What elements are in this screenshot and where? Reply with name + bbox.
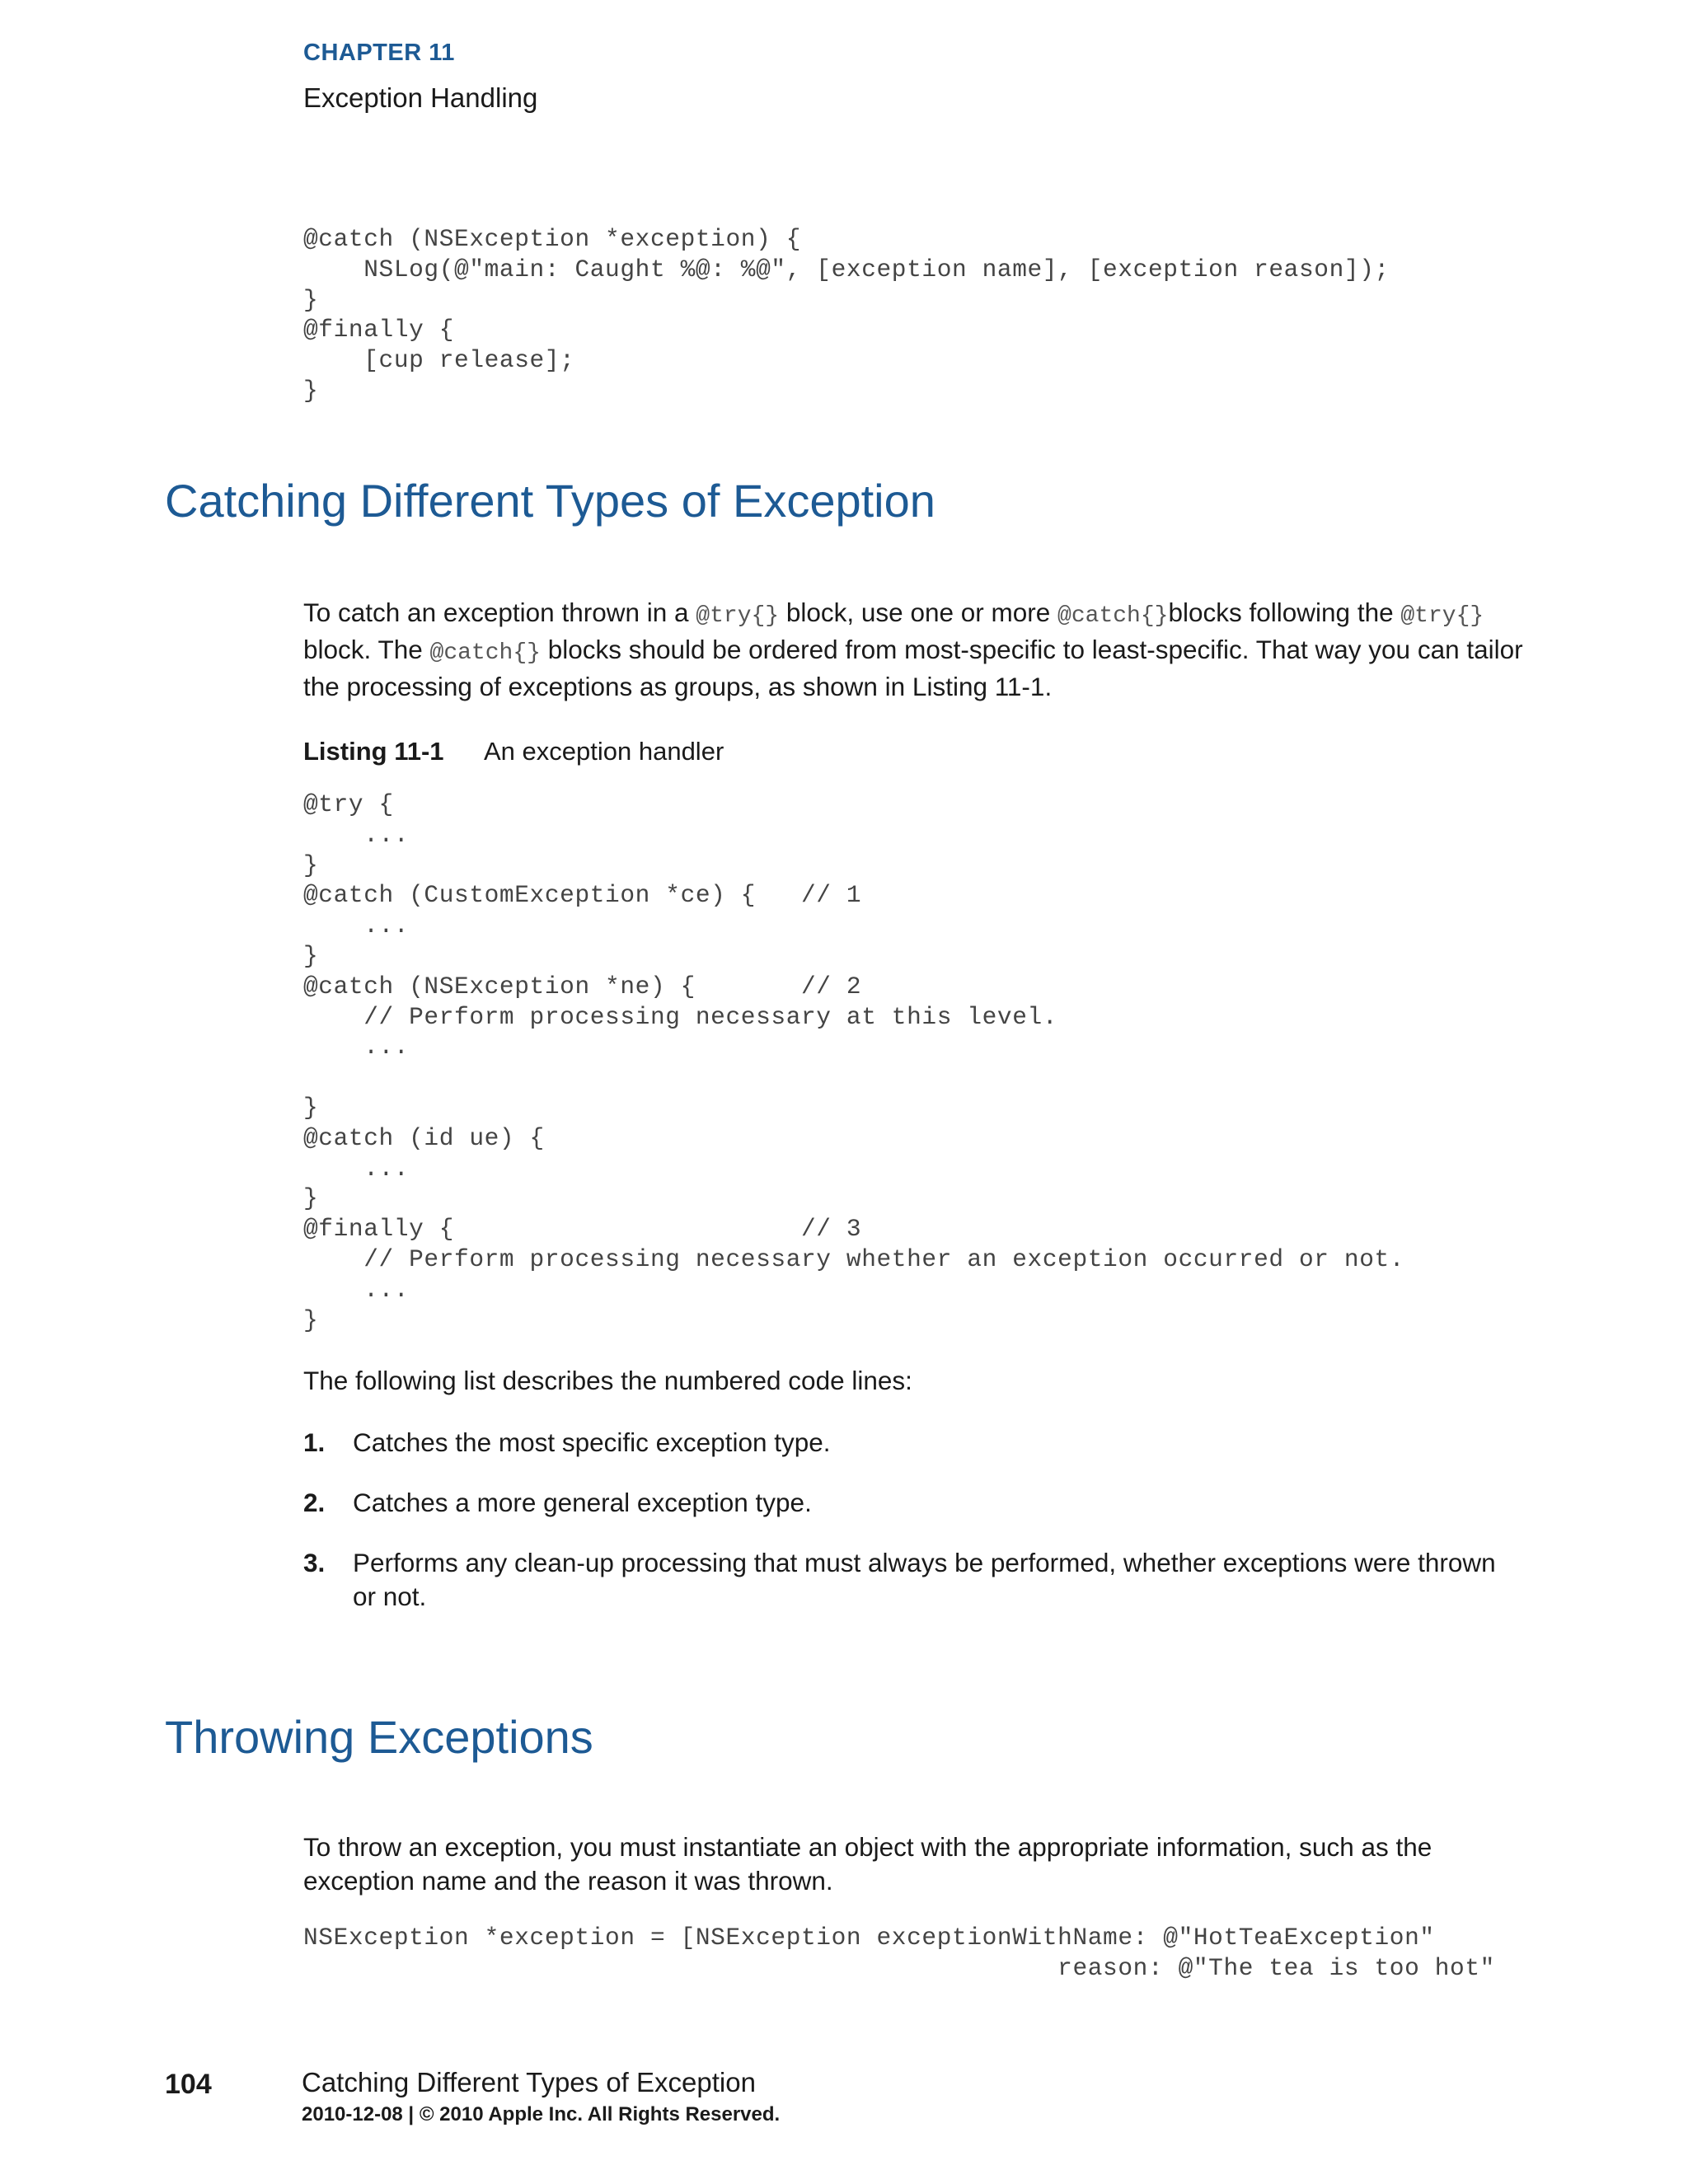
code-line: @catch (NSException *ne) { // 2 <box>303 972 862 1001</box>
code-line: reason: @"The tea is too hot" <box>303 1953 1495 1982</box>
item-text: Catches the most specific exception type. <box>353 1427 831 1457</box>
listing-caption <box>303 737 724 766</box>
code-line: @catch (id ue) { <box>303 1123 545 1152</box>
code-line: NSException *exception = [NSException exceptionWithName: @"HotTeaException" <box>303 1924 1435 1952</box>
code-line: ... <box>303 1275 410 1304</box>
code-line: ... <box>303 1154 410 1183</box>
list-item <box>303 1546 1523 1614</box>
code-line: } <box>303 1305 319 1334</box>
code-line: ... <box>303 1033 410 1062</box>
item-text: Performs any clean-up processing that must always be performed, whether exceptions were thrown or not. <box>353 1548 1496 1611</box>
numbered-list <box>303 1426 1523 1640</box>
section-heading-throwing: Throwing Exceptions <box>165 1711 593 1763</box>
inline-code: @try{} <box>1400 603 1484 629</box>
inline-code: @catch{} <box>1057 603 1169 629</box>
code-line <box>303 1062 1404 1093</box>
paragraph-throwing: To throw an exception, you must instantiate an object with the appropriate information, such as the exception name and the reason it was thrown. <box>303 1832 1432 1896</box>
paragraph-catching <box>303 596 1523 704</box>
footer-copyright: 2010-12-08 | © 2010 Apple Inc. All Rights Reserved. <box>302 2103 781 2125</box>
page-number: 104 <box>165 2069 212 2100</box>
code-line: } <box>303 1184 319 1213</box>
code-line: @catch (CustomException *ce) { // 1 <box>303 881 862 910</box>
code-line: ... <box>303 820 410 849</box>
code-line: // Perform processing necessary whether an exception occurred or not. <box>303 1244 1405 1273</box>
section-heading-catching: Catching Different Types of Exception <box>165 475 935 527</box>
code-line: @finally { // 3 <box>303 1215 862 1244</box>
list-item <box>303 1486 1523 1520</box>
text-run: blocks should be ordered from most-specific to least-specific. That way you can tailor the processing of exceptions as groups, as shown in Listing 11-1. <box>303 635 1523 701</box>
code-line: [cup release]; <box>303 346 575 375</box>
text-run: To catch an exception thrown in a <box>303 598 696 627</box>
listing-title: An exception handler <box>484 737 724 766</box>
inline-code: @try{} <box>696 603 780 629</box>
text-run: block, use one or more <box>779 598 1058 627</box>
footer-title: Catching Different Types of Exception <box>302 2067 756 2097</box>
code-block-listing-11-1 <box>303 790 1404 1335</box>
text-run: block. The <box>303 635 430 664</box>
code-line: @try { <box>303 790 394 818</box>
code-line: } <box>303 851 319 879</box>
code-line: } <box>303 285 319 314</box>
code-line: @catch (NSException *exception) { <box>303 225 801 253</box>
code-line: // Perform processing necessary at this level. <box>303 1002 1058 1031</box>
code-line: ... <box>303 912 410 940</box>
list-item <box>303 1426 1523 1460</box>
item-number: 1. <box>303 1427 326 1457</box>
item-number: 3. <box>303 1548 326 1577</box>
code-line: } <box>303 941 319 970</box>
code-line: } <box>303 376 319 405</box>
list-intro: The following list describes the numbered code lines: <box>303 1366 912 1395</box>
code-line: @finally { <box>303 316 455 344</box>
text-run: blocks following the <box>1168 598 1401 627</box>
item-number: 2. <box>303 1488 326 1517</box>
inline-code: @catch{} <box>429 640 541 666</box>
chapter-title: Exception Handling <box>303 82 538 113</box>
code-line: } <box>303 1093 319 1122</box>
code-line: NSLog(@"main: Caught %@: %@", [exception name], [exception reason]); <box>303 255 1390 284</box>
chapter-label: CHAPTER 11 <box>303 40 455 66</box>
code-block-catch-finally <box>303 224 1390 406</box>
listing-number: Listing 11-1 <box>303 737 444 766</box>
item-text: Catches a more general exception type. <box>353 1488 812 1517</box>
code-block-throw <box>303 1923 1495 1984</box>
